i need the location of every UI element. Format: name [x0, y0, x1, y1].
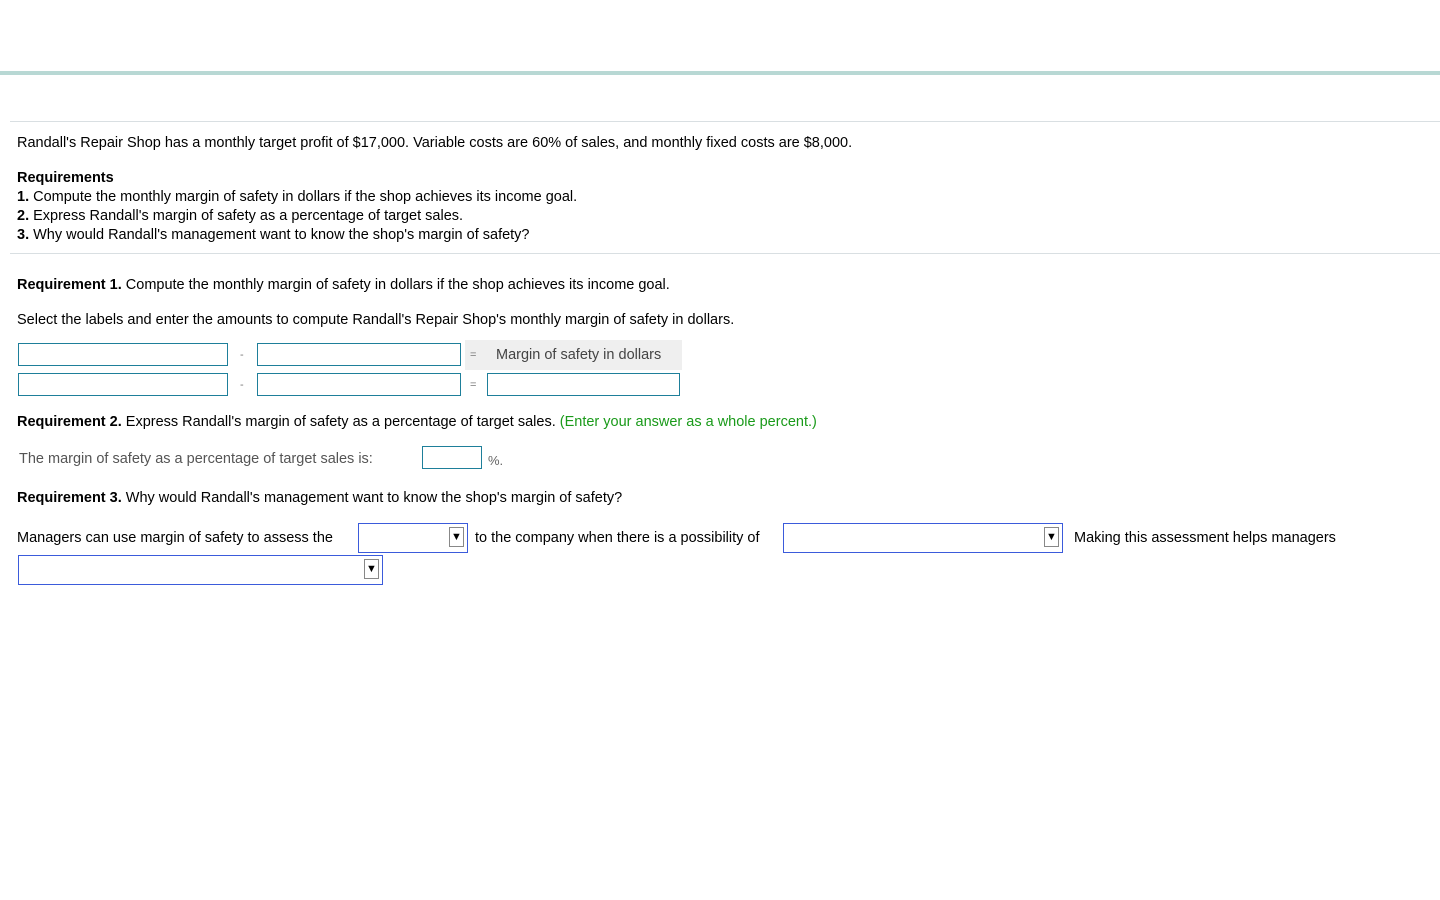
divider-top — [10, 121, 1440, 122]
chevron-down-icon: ▼ — [1044, 527, 1059, 547]
percentage-prompt: The margin of safety as a percentage of target sales is: — [19, 451, 373, 467]
row1-equals-sign: = — [470, 349, 477, 361]
divider-requirements — [10, 253, 1440, 254]
row2-minus-sign: - — [240, 379, 244, 391]
requirement-2-heading: Requirement 2. Express Randall's margin of safety as a percentage of target sales. (Enter your answer as a whole percent.) — [17, 414, 817, 430]
row1-label-field-1[interactable] — [18, 343, 228, 366]
sentence-part-1: Managers can use margin of safety to assess the — [17, 530, 333, 546]
row1-minus-sign: - — [240, 349, 244, 361]
answer-format-hint: (Enter your answer as a whole percent.) — [559, 414, 817, 430]
requirement-1-heading: Requirement 1. Compute the monthly margin of safety in dollars if the shop achieves its income goal. — [17, 277, 670, 293]
requirement-item-1: 1. Compute the monthly margin of safety in dollars if the shop achieves its income goal. — [17, 189, 578, 205]
row2-amount-field-1[interactable] — [18, 373, 228, 396]
percent-unit: %. — [488, 453, 504, 468]
top-accent-bar — [0, 71, 1440, 75]
requirement-item-2: 2. Express Randall's margin of safety as a percentage of target sales. — [17, 208, 464, 224]
dropdown-possibility-of[interactable] — [783, 523, 1063, 553]
requirement-item-3: 3. Why would Randall's management want to know the shop's margin of safety? — [17, 227, 530, 243]
margin-of-safety-label: Margin of safety in dollars — [496, 347, 662, 363]
chevron-down-icon: ▼ — [449, 527, 464, 547]
problem-statement: Randall's Repair Shop has a monthly target profit of $17,000. Variable costs are 60% of sales, and monthly fixed costs are $8,000. — [17, 135, 853, 151]
row2-equals-sign: = — [470, 379, 477, 391]
dropdown-assess-what[interactable] — [358, 523, 468, 553]
chevron-down-icon: ▼ — [364, 559, 379, 579]
row1-label-field-2[interactable] — [257, 343, 461, 366]
margin-of-safety-amount-field[interactable] — [487, 373, 680, 396]
requirement-3-heading: Requirement 3. Why would Randall's management want to know the shop's margin of safety? — [17, 490, 623, 506]
percentage-input[interactable] — [422, 446, 482, 469]
requirement-1-instruction: Select the labels and enter the amounts to compute Randall's Repair Shop's monthly margin of safety in dollars. — [17, 312, 735, 328]
requirements-title: Requirements — [17, 170, 114, 186]
sentence-part-3: Making this assessment helps managers — [1074, 530, 1336, 546]
requirements-list — [17, 169, 577, 245]
dropdown-helps-managers[interactable] — [18, 555, 383, 585]
sentence-part-2: to the company when there is a possibility of — [475, 530, 760, 546]
row2-amount-field-2[interactable] — [257, 373, 461, 396]
